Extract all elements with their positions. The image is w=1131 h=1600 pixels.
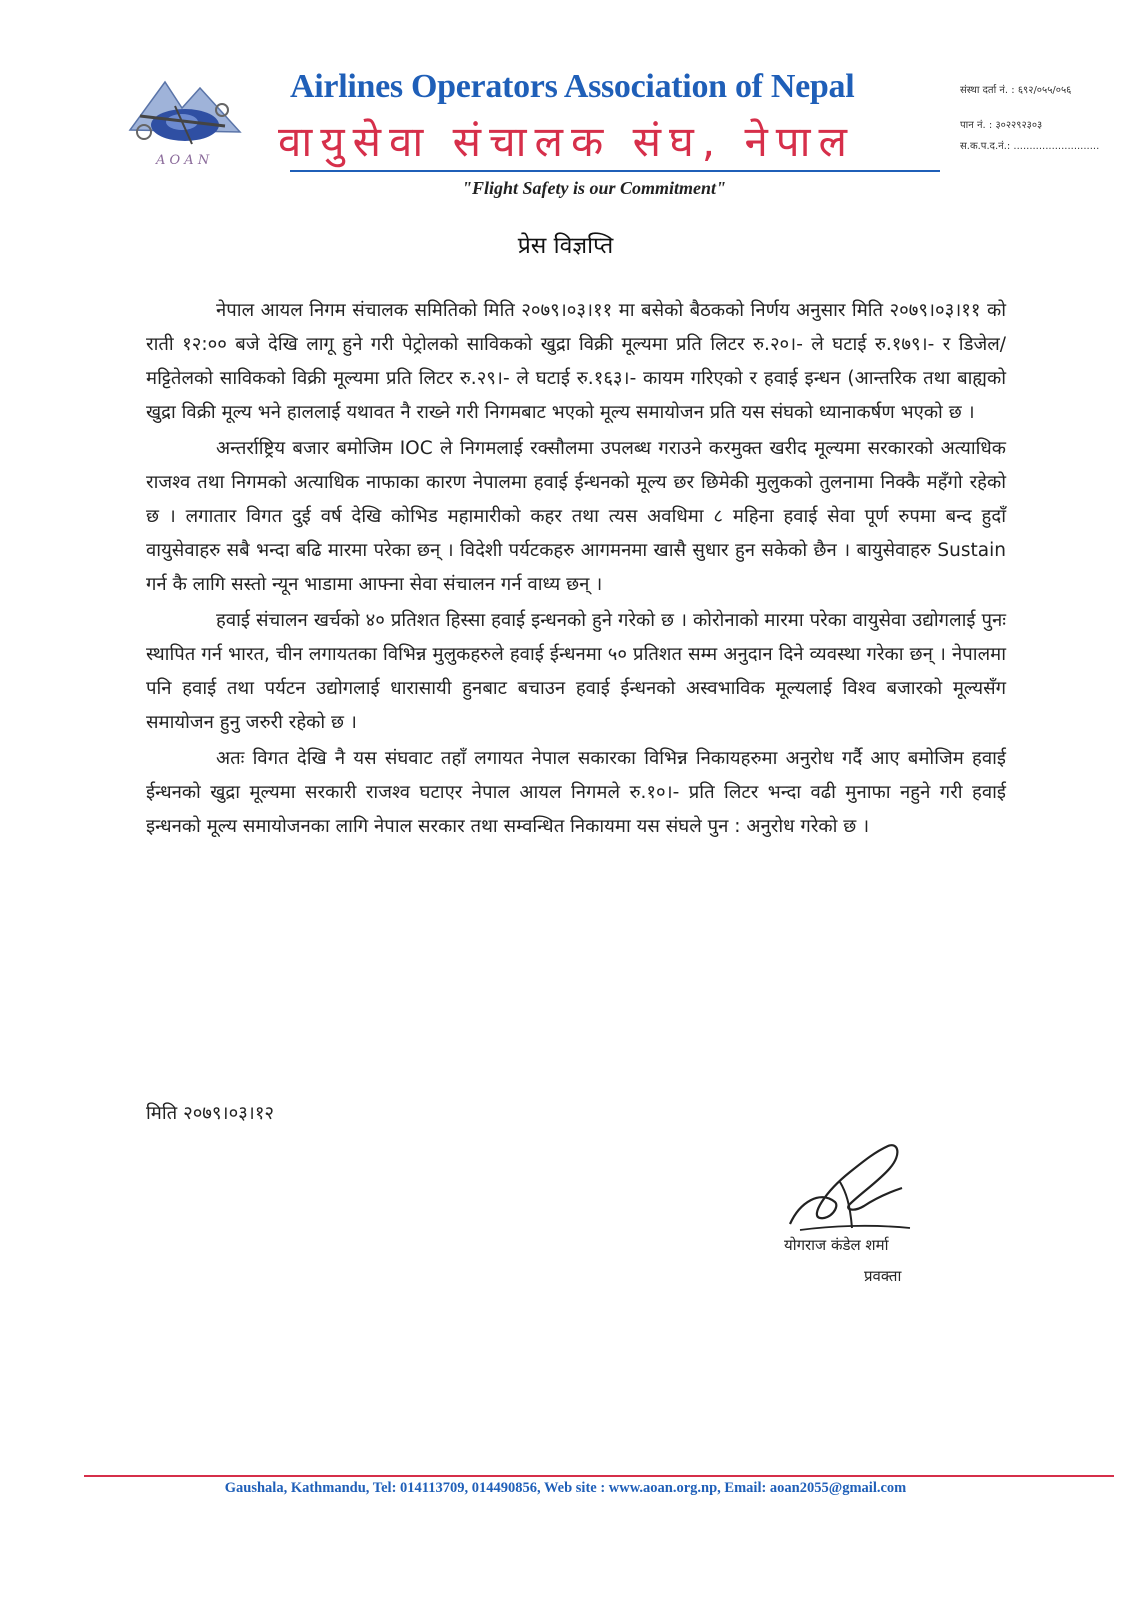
- press-release-body: [146, 294, 1006, 846]
- registration-info: [960, 80, 1120, 157]
- signature: [780, 1132, 920, 1242]
- paragraph-2: अन्तर्राष्ट्रिय बजार बमोजिम IOC ले निगमलाई रक्सौलमा उपलब्ध गराउने करमुक्त खरीद मूल्यमा सरकारको अत्याधिक राजश्व तथा निगमको अत्याधिक नाफाका कारण नेपालमा हवाई ईन्धनको मूल्य छर छिमेकी मुलुकको तुलनामा निक्कै महँगो रहेको छ । लगातार विगत दुई वर्ष देखि कोभिड महामारीको कहर तथा त्यस अवधिमा ८ महिना हवाई सेवा पूर्ण रुपमा बन्द हुदाँ वायुसेवाहरु सबै भन्दा बढि मारमा परेका छन् । विदेशी पर्यटकहरु आगमनमा खासै सुधार हुन सकेको छैन । बायुसेवाहरु Sustain गर्न कै लागि सस्तो न्यून भाडामा आफ्ना सेवा संचालन गर्न वाध्य छन् ।: [146, 438, 1006, 595]
- footer-divider: [84, 1475, 1114, 1477]
- tagline: "Flight Safety is our Commitment": [462, 178, 727, 198]
- footer-contact: Gaushala, Kathmandu, Tel: 014113709, 014490856, Web site : www.aoan.org.np, Email: aoan2055@gmail.com: [224, 1480, 907, 1496]
- aoan-logo: [120, 70, 250, 170]
- pan-number: पान नं. : ३०२२९२३०३: [960, 120, 1043, 131]
- signatory-title: प्रवक्ता: [864, 1267, 902, 1285]
- reference-number: स.क.प.द.नं.: ...........................: [960, 141, 1100, 152]
- org-name-english: Airlines Operators Association of Nepal: [290, 68, 855, 105]
- signatory-name: योगराज कंडेल शर्मा: [784, 1236, 889, 1254]
- document-title: प्रेस विज्ञप्ति: [517, 233, 614, 259]
- document-date: मिति २०७९।०३।१२: [146, 1103, 275, 1124]
- registration-number: संस्था दर्ता नं. : ६९२/०५५/०५६: [960, 85, 1072, 96]
- logo-lettering: A O A N: [156, 153, 210, 168]
- header-divider: [290, 170, 940, 172]
- org-name-nepali: वायुसेवा संचालक संघ, नेपाल: [278, 117, 856, 166]
- paragraph-3: हवाई संचालन खर्चको ४० प्रतिशत हिस्सा हवाई इन्धनको हुने गरेको छ । कोरोनाको मारमा परेका वायुसेवा उद्योगलाई पुनः स्थापित गर्न भारत, चीन लगायतका विभिन्न मुलुकहरुले हवाई ईन्धनमा ५० प्रतिशत सम्म अनुदान दिने व्यवस्था गरेका छन् । नेपालमा पनि हवाई तथा पर्यटन उद्योगलाई धारासायी हुनबाट बचाउन हवाई ईन्धनको अस्वभाविक मूल्यलाई विश्व बजारको मूल्यसँग समायोजन हुनु जरुरी रहेको छ ।: [146, 610, 1006, 733]
- paragraph-4: अतः विगत देखि नै यस संघवाट तहाँ लगायत नेपाल सकारका विभिन्न निकायहरुमा अनुरोध गर्दै आए बमोजिम हवाई ईन्धनको खुद्रा मूल्यमा सरकारी राजश्व घटाएर नेपाल आयल निगमले रु.१०।- प्रति लिटर भन्दा वढी मुनाफा नहुने गरी हवाई इन्धनको मूल्य समायोजनका लागि नेपाल सरकार तथा सम्वन्धित निकायमा यस संघले पुन : अनुरोध गरेको छ ।: [146, 748, 1006, 837]
- paragraph-1: नेपाल आयल निगम संचालक समितिको मिति २०७९।०३।११ मा बसेको बैठकको निर्णय अनुसार मिति २०७९।०३।११ को राती १२:०० बजे देखि लागू हुने गरी पेट्रोलको साविकको खुद्रा विक्री मूल्यमा प्रति लिटर रु.२०।- ले घटाई रु.१७९।- र डिजेल/मट्टितेलको साविकको विक्री मूल्यमा प्रति लिटर रु.२९।- ले घटाई रु.१६३।- कायम गरिएको र हवाई इन्धन (आन्तरिक तथा बाह्यको खुद्रा विक्री मूल्य भने हाललाई यथावत नै राख्ने गरी निगमबाट भएको मूल्य समायोजन प्रति यस संघको ध्यानाकर्षण भएको छ ।: [146, 300, 1006, 423]
